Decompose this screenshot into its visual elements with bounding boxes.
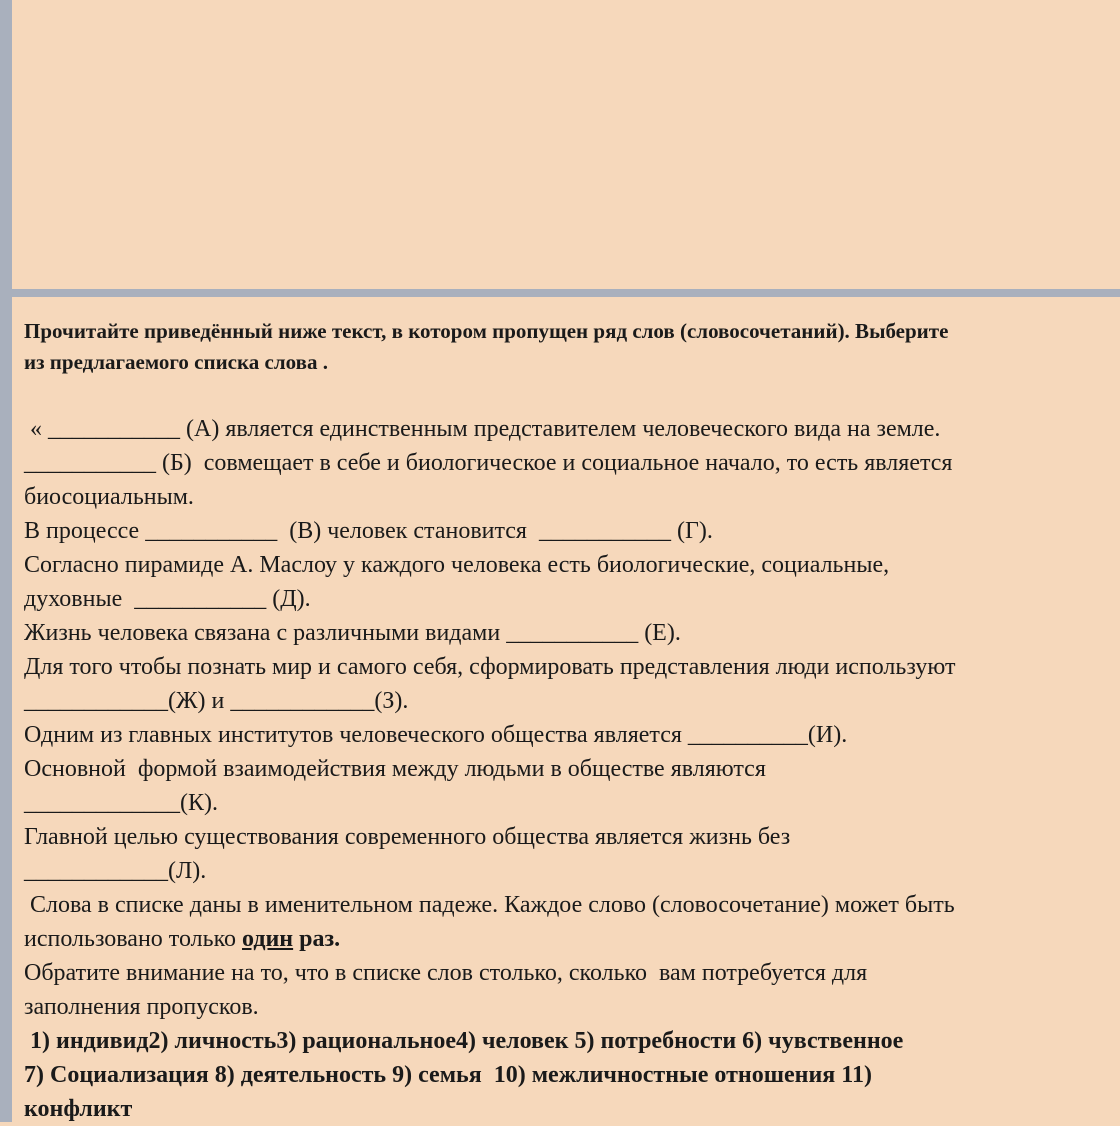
word-list-line: конфликт (24, 1096, 133, 1122)
instruction-line: из предлагаемого списка слова . (24, 350, 328, 374)
word-list-line: 7) Социализация 8) деятельность 9) семья 10) межличностные отношения 11) (24, 1062, 872, 1088)
text-line: Основной формой взаимодействия между людьми в обществе являются (24, 756, 766, 782)
text-line: Жизнь человека связана с различными видами ___________ (Е). (24, 620, 681, 646)
note-line (24, 922, 1114, 956)
text-line: ____________(Ж) и ____________(З). (24, 688, 409, 714)
attention-line: Обратите внимание на то, что в списке слов столько, сколько вам потребуется для (24, 960, 868, 986)
text-line: духовные ___________ (Д). (24, 586, 311, 612)
text-line: Главной целью существования современного общества является жизнь без (24, 824, 791, 850)
left-border (0, 0, 12, 1122)
text-line: « ___________ (А) является единственным представителем человеческого вида на земле. (24, 416, 941, 442)
text-line: биосоциальным. (24, 484, 194, 510)
text-line: В процессе ___________ (В) человек становится ___________ (Г). (24, 518, 713, 544)
emphasis-word: один (242, 926, 294, 952)
attention-line: заполнения пропусков. (24, 994, 259, 1020)
instruction (24, 316, 1114, 378)
divider (12, 289, 1120, 297)
text-line: ____________(Л). (24, 858, 207, 884)
text-line: Для того чтобы познать мир и самого себя, сформировать представления люди используют (24, 654, 956, 680)
instruction-line: Прочитайте приведённый ниже текст, в котором пропущен ряд слов (словосочетаний). Выберите (24, 319, 949, 343)
word-list (24, 1024, 1114, 1126)
blank-top-panel (12, 0, 1120, 289)
emphasis-suffix: раз. (293, 926, 341, 952)
task-content (24, 316, 1114, 1126)
text-line: Слова в списке даны в именительном падеже. Каждое слово (словосочетание) может быть (24, 892, 955, 918)
note-prefix: использовано только (24, 926, 243, 952)
text-line: ___________ (Б) совмещает в себе и биологическое и социальное начало, то есть является (24, 450, 953, 476)
text-line: _____________(К). (24, 790, 218, 816)
word-list-line: 1) индивид2) личность3) рациональное4) человек 5) потребности 6) чувственное (24, 1028, 904, 1054)
text-line: Одним из главных институтов человеческого общества является __________(И). (24, 722, 848, 748)
task-text (24, 412, 1114, 1126)
text-line: Согласно пирамиде А. Маслоу у каждого человека есть биологические, социальные, (24, 552, 890, 578)
